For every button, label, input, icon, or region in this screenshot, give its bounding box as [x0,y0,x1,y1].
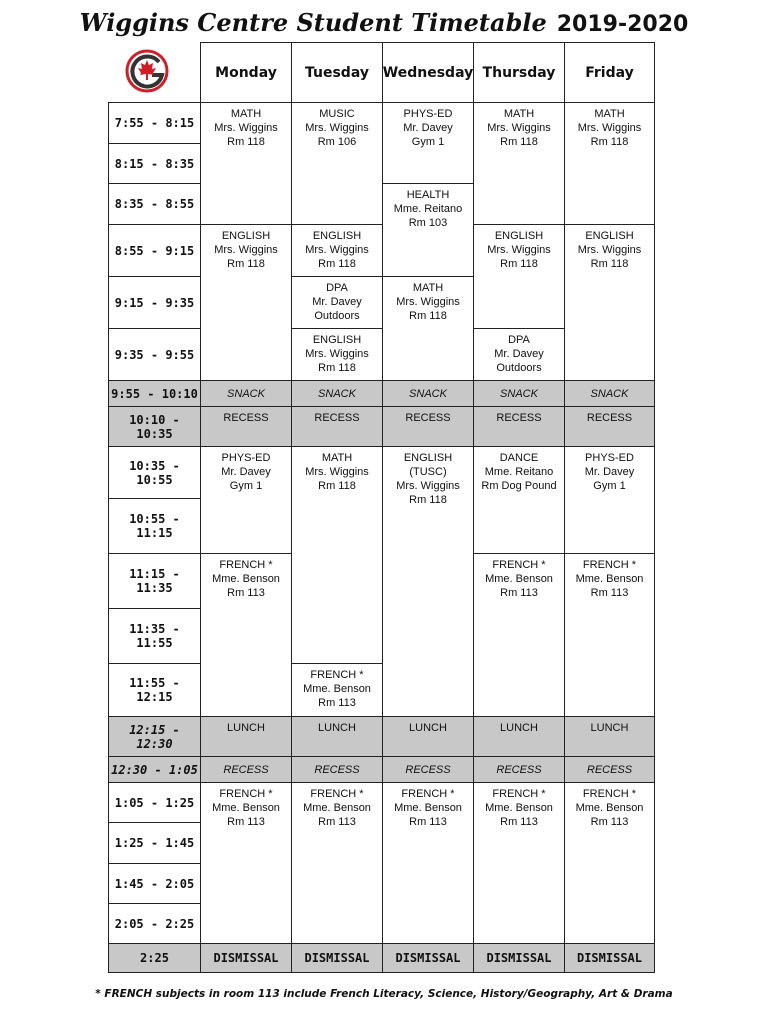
class-block [200,224,292,381]
time-slot: 8:55 - 9:15 [108,224,201,277]
class-detail: Rm Dog Pound [481,480,557,492]
time-slot: 8:15 - 8:35 [108,143,201,184]
class-block: SNACK [564,380,655,407]
class-detail: Mrs. Wiggins [396,480,460,492]
subject-name: ENGLISH [585,230,634,242]
class-detail: Mr. Davey [494,348,544,360]
subject-name: LUNCH [500,722,538,734]
class-block [473,328,565,381]
class-detail: Rm 118 [500,136,538,148]
time-slot: 1:45 - 2:05 [108,863,201,904]
class-detail: Rm 118 [500,258,538,270]
class-block [564,553,655,717]
subject-name: ENGLISH [403,452,453,464]
class-detail: Mr. Davey [403,122,453,134]
class-detail: Gym 1 [229,480,263,492]
subject-name: FRENCH * [310,788,364,800]
subject-name: RECESS [496,412,542,424]
class-detail: Mr. Davey [312,296,362,308]
subject-name: PHYS-ED [403,108,453,120]
class-detail: Rm 118 [318,258,356,270]
class-block [473,716,565,757]
class-block [200,782,292,944]
class-block: RECESS [291,756,383,783]
subject-name: RECESS [586,412,633,424]
class-block [200,406,292,447]
subject-name: ENGLISH [221,230,271,242]
class-detail: Rm 113 [227,587,265,599]
class-detail: Gym 1 [411,136,445,148]
class-block: DISMISSAL [564,943,655,973]
class-block [564,716,655,757]
class-block [200,553,292,717]
time-slot: 2:05 - 2:25 [108,903,201,944]
class-detail: Mme. Benson [303,802,371,814]
class-detail: Mr. Davey [584,466,635,478]
class-block: SNACK [382,380,474,407]
subject-name: FRENCH * [492,788,546,800]
class-block: DISMISSAL [200,943,292,973]
class-detail: Rm 113 [590,816,629,828]
class-detail: Rm 106 [317,136,357,148]
class-detail: Mrs. Wiggins [487,122,551,134]
time-slot: 1:25 - 1:45 [108,822,201,864]
class-block [473,102,565,225]
subject-name: FRENCH * [401,788,455,800]
class-block [382,446,474,717]
time-slot: 2:25 [108,943,201,973]
class-detail: Outdoors [496,362,542,374]
time-slot: 7:55 - 8:15 [108,102,201,144]
class-detail: Mrs. Wiggins [305,122,369,134]
subject-name: LUNCH [409,722,447,734]
class-block: RECESS [200,756,292,783]
class-detail: Mme. Benson [485,573,553,585]
class-block [473,782,565,944]
subject-name: RECESS [405,412,451,424]
subject-name: MATH [230,108,262,120]
day-header: Friday [564,42,655,103]
class-block [564,224,655,381]
class-block [473,446,565,554]
class-detail: Rm 118 [409,494,447,506]
class-detail: Rm 113 [500,816,538,828]
subject-name: MUSIC [319,108,355,120]
class-detail: Mrs. Wiggins [214,122,278,134]
class-block [291,663,383,717]
class-detail: Rm 113 [318,816,356,828]
class-block [291,716,383,757]
time-slot: 10:10 - 10:35 [108,406,201,447]
class-block [382,716,474,757]
class-block [291,102,383,225]
class-block [473,224,565,329]
subject-name: PHYS-ED [221,452,271,464]
time-slot: 9:35 - 9:55 [108,328,201,381]
class-detail: Outdoors [314,310,360,322]
class-detail: Mrs. Wiggins [305,466,369,478]
class-detail: Rm 118 [409,310,447,322]
class-detail: Mrs. Wiggins [487,244,551,256]
class-detail: Mme. Reitano [393,203,463,215]
subject-name: MATH [503,108,535,120]
time-slot: 8:35 - 8:55 [108,183,201,225]
class-block [473,553,565,717]
time-slot: 10:35 - 10:55 [108,446,201,499]
class-detail: Rm 118 [318,480,356,492]
class-detail: Rm 118 [227,258,265,270]
time-slot: 12:15 - 12:30 [108,716,201,757]
class-detail: Mrs. Wiggins [396,296,460,308]
subject-name: PHYS-ED [585,452,634,464]
class-detail: Mme. Benson [485,802,553,814]
class-detail: Mme. Benson [303,683,371,695]
class-detail: Rm 103 [408,217,448,229]
time-slot: 1:05 - 1:25 [108,782,201,823]
class-block [382,183,474,277]
subject-name: DPA [508,334,530,346]
class-block [382,406,474,447]
subject-name: ENGLISH [312,230,362,242]
time-slot: 11:15 - 11:35 [108,553,201,609]
time-slot: 9:55 - 10:10 [108,380,201,407]
subject-name: FRENCH * [492,559,546,571]
subject-name: ENGLISH [494,230,544,242]
subject-name: FRENCH * [310,669,364,681]
subject-name: MATH [321,452,353,464]
class-block [564,782,655,944]
subject-name: MATH [594,108,625,120]
class-block: RECESS [564,756,655,783]
subject-name: FRENCH * [582,788,637,800]
subject-name: LUNCH [318,722,356,734]
class-detail: Mrs. Wiggins [214,244,278,256]
class-detail: Mrs. Wiggins [577,244,642,256]
class-detail: Rm 118 [227,136,265,148]
class-block: SNACK [200,380,292,407]
class-block: SNACK [291,380,383,407]
subject-name: HEALTH [406,189,450,201]
time-slot: 11:55 - 12:15 [108,663,201,717]
class-detail: Rm 113 [318,697,356,709]
subject-name: DPA [326,282,348,294]
class-block: DISMISSAL [291,943,383,973]
class-detail: Mme. Benson [394,802,462,814]
class-block: RECESS [473,756,565,783]
class-detail: Rm 118 [590,136,629,148]
class-detail: Gym 1 [593,480,626,492]
class-detail: Rm 113 [590,587,629,599]
class-block [291,446,383,664]
class-block [291,406,383,447]
class-detail: Mrs. Wiggins [305,244,369,256]
subject-name: MATH [412,282,444,294]
class-block [291,276,383,329]
class-detail: Rm 113 [500,587,538,599]
subject-name: FRENCH * [219,559,273,571]
subject-name: LUNCH [590,722,629,734]
class-block [200,446,292,554]
subject-name: FRENCH * [582,559,637,571]
time-slot: 12:30 - 1:05 [108,756,201,783]
class-block [473,406,565,447]
class-block: DISMISSAL [382,943,474,973]
class-detail: (TUSC) [409,466,447,478]
class-block [382,276,474,381]
subject-name: RECESS [223,412,269,424]
class-block [564,406,655,447]
class-block [564,102,655,225]
timetable-grid [108,42,654,965]
class-detail: Rm 118 [318,362,356,374]
class-detail: Mme. Benson [212,802,280,814]
day-header: Monday [200,42,292,103]
class-block [564,446,655,554]
subject-name: FRENCH * [219,788,273,800]
page-title [0,8,768,37]
class-block [382,102,474,184]
class-block [291,782,383,944]
time-slot: 9:15 - 9:35 [108,276,201,329]
class-block [200,102,292,225]
day-header: Wednesday [382,42,474,103]
day-header: Tuesday [291,42,383,103]
class-detail: Mme. Benson [575,802,644,814]
class-block [291,328,383,381]
class-detail: Rm 118 [590,258,629,270]
time-slot: 10:55 - 11:15 [108,498,201,554]
day-header: Thursday [473,42,565,103]
class-detail: Rm 113 [409,816,447,828]
class-block [382,782,474,944]
subject-name: DANCE [499,452,539,464]
class-block [200,716,292,757]
subject-name: LUNCH [227,722,265,734]
subject-name: ENGLISH [312,334,362,346]
class-detail: Mme. Reitano [484,466,554,478]
class-detail: Rm 113 [227,816,265,828]
class-detail: Mr. Davey [221,466,271,478]
class-detail: Mme. Benson [212,573,280,585]
footnote: * FRENCH subjects in room 113 include French Literacy, Science, History/Geography, Art & Drama [95,988,673,1000]
class-detail: Mrs. Wiggins [305,348,369,360]
class-detail: Mrs. Wiggins [577,122,642,134]
subject-name: RECESS [314,412,360,424]
school-year: 2019-2020 [556,12,689,37]
class-block: RECESS [382,756,474,783]
timetable-title: Wiggins Centre Student Timetable [79,8,547,37]
class-block [291,224,383,277]
class-block: SNACK [473,380,565,407]
time-slot: 11:35 - 11:55 [108,608,201,664]
class-detail: Mme. Benson [575,573,644,585]
class-block: DISMISSAL [473,943,565,973]
